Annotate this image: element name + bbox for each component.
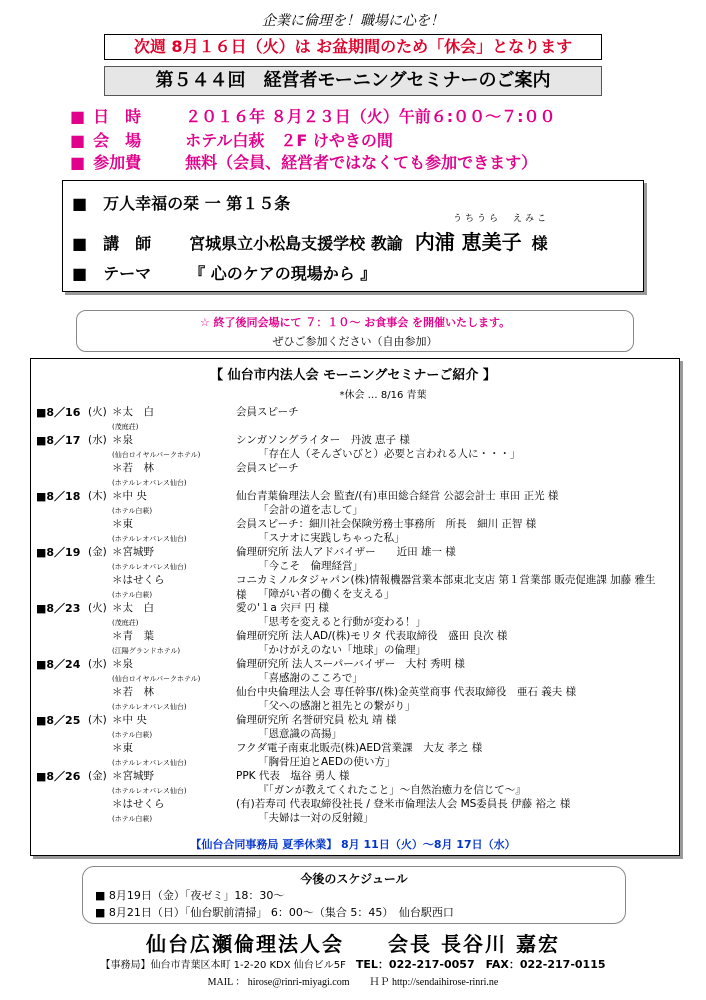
row-topic: 「存在人（そんざいびと）必要と言われる人に・・・」 [258, 448, 521, 460]
row-speaker: 愛の'１a 宍戸 円 様 [236, 602, 329, 614]
row-weekday: (木) [88, 490, 107, 502]
info-datetime: ■ 日 時 ２０１６年 ８月２３日（火）午前６:００～７:００ [70, 104, 556, 127]
row-date: ■8／18 [36, 490, 81, 503]
lecturer-ruby: うちうら えみこ [453, 214, 550, 224]
row-venue: ＊宮城野 [112, 546, 154, 558]
row-topic: 『「ガンが教えてくれたこと」～自然治癒力を信じて～』 [258, 784, 526, 796]
row-venue: ＊中 央 [112, 490, 147, 502]
row-topic: 「今こそ 倫理経営」 [258, 560, 363, 572]
row-date: ■8／19 [36, 546, 81, 559]
row-topic: 「胸骨圧迫とAEDの使い方」 [258, 756, 396, 768]
schedule-title: 【 仙台市内法人会 モーニングセミナーご紹介 】 [210, 368, 496, 383]
row-venue: ＊若 林 [112, 462, 154, 474]
row-hotel: (ホテル白萩) [112, 731, 153, 739]
row-speaker: PPK 代表 塩谷 勇人 様 [236, 770, 350, 782]
info-fee: ■ 参加費 無料（会員、経営者ではなくても参加できます） [70, 150, 537, 173]
row-hotel: (ホテルレオパレス仙台) [112, 787, 187, 795]
row-speaker: 仙台青葉倫理法人会 監査/(有)車田総合経営 公認会計士 車田 正光 様 [236, 490, 559, 502]
kotoba-label: 万人幸福の栞 一 第１５条 [103, 194, 291, 213]
row-venue: ＊宮城野 [112, 770, 154, 782]
dinner-line2: ぜひご参加ください（自由参加） [272, 335, 438, 348]
row-hotel: (ホテルレオパレス仙台) [112, 535, 187, 543]
theme-text: 『 心のケアの現場から 』 [189, 264, 377, 283]
dinner-line1: ☆ 終了後同会場にて ７：１０～ お食事会 を開催いたします。 [199, 316, 511, 329]
row-speaker: 会員スピーチ [236, 406, 299, 418]
row-weekday: (木) [88, 714, 107, 726]
info-label: 日 時 [93, 107, 142, 126]
row-weekday: (水) [88, 434, 107, 446]
row-speaker: 会員スピーチ：細川社会保険労務士事務所 所長 細川 正智 様 [236, 518, 537, 530]
seminar-item-kotoba: ■ 万人幸福の栞 一 第１５条 [72, 194, 291, 213]
row-date: ■8／26 [36, 770, 81, 783]
footer-address [0, 956, 706, 972]
row-venue: ＊泉 [112, 434, 133, 446]
info-label: 参加費 [93, 153, 142, 172]
row-speaker: 倫理研究所 名誉研究員 松丸 靖 様 [236, 714, 397, 726]
row-hotel: (仙台ロイヤルパークホテル) [112, 675, 201, 683]
row-hotel: (ホテルレオパレス仙台) [112, 759, 187, 767]
info-value: 無料（会員、経営者ではなくても参加できます） [185, 153, 538, 172]
lecturer-label: 講 師 [103, 234, 152, 253]
footer-mail: MAIL ： hirose@rinri-miyagi.com ＨＰ http://sendaihirose-rinri.ne [207, 977, 499, 988]
row-venue: ＊はせくら [112, 574, 165, 586]
holiday-notice: 次週 8月１６日（火）は お盆期間のため「休会」となります [104, 34, 602, 60]
lecturer-name: 内浦 恵美子 [414, 230, 522, 254]
row-venue: ＊はせくら [112, 798, 165, 810]
row-date: ■8／16 [36, 406, 81, 419]
row-venue: ＊東 [112, 518, 133, 530]
row-speaker: フクダ電子南東北販売(株)AED営業課 大友 孝之 様 [236, 742, 483, 754]
row-weekday: (水) [88, 658, 107, 670]
row-weekday: (金) [88, 770, 107, 782]
row-topic: 「かけがえのない「地球」の倫理」 [258, 644, 426, 656]
row-hotel: (茂庭荘) [112, 619, 139, 627]
row-venue: ＊泉 [112, 658, 133, 670]
row-weekday: (金) [88, 546, 107, 558]
row-venue: ＊東 [112, 742, 133, 754]
row-date: ■8／25 [36, 714, 81, 727]
info-value: ホテル白萩 ２F けやきの間 [185, 131, 393, 150]
row-weekday: (火) [88, 602, 107, 614]
seminar-item-theme: ■ テーマ 『 心のケアの現場から 』 [72, 261, 376, 284]
row-venue: ＊青 葉 [112, 630, 154, 642]
info-value: ２０１６年 ８月２３日（火）午前６:００～７:００ [185, 107, 556, 126]
page-title: 第５４４回 経営者モーニングセミナーのご案内 [104, 66, 602, 96]
info-venue: ■ 会 場 ホテル白萩 ２F けやきの間 [70, 128, 393, 151]
row-date: ■8／17 [36, 434, 81, 447]
dinner-box [76, 310, 634, 352]
row-hotel: (茂庭荘) [112, 423, 139, 431]
row-hotel: (ホテルレオパレス仙台) [112, 563, 187, 571]
row-topic: 「喜感謝のこころで」 [258, 672, 363, 684]
row-topic: 「父への感謝と祖先との繋がり」 [258, 700, 416, 712]
address-text: 【事務局】仙台市青葉区本町 1-2-20 KDX 仙台ビル5F [100, 960, 346, 971]
info-label: 会 場 [93, 131, 142, 150]
upcoming-item: ■ 8月19日（金）「夜ゼミ」18：30～ [95, 889, 285, 902]
tel-fax: TEL：022-217-0057 FAX：022-217-0115 [355, 958, 606, 971]
row-venue: ＊太 白 [112, 602, 154, 614]
footer-org: 仙台広瀬倫理法人会 会長 長谷川 嘉宏 [146, 932, 560, 956]
row-hotel: (ホテルレオパレス仙台) [112, 479, 187, 487]
row-speaker: シンガソングライター 丹波 恵子 様 [236, 434, 410, 446]
seminar-item-lecturer: ■ 講 師 宮城県立小松島支援学校 教諭 内浦 恵美子 様 [72, 230, 548, 254]
row-topic: 「夫婦は一対の反射鏡」 [258, 812, 374, 824]
upcoming-title: 今後のスケジュール [300, 872, 408, 886]
theme-label: テーマ [103, 264, 152, 283]
row-topic: 「恩意識の高揚」 [258, 728, 342, 740]
row-topic: 「障がい者の働くを支える」 [258, 588, 395, 600]
row-topic: 「スナオに実践しちゃった私」 [258, 532, 405, 544]
row-venue: ＊太 白 [112, 406, 154, 418]
row-hotel: (ホテル白萩) [112, 507, 153, 515]
row-venue: ＊若 林 [112, 686, 154, 698]
upcoming-box [82, 866, 626, 924]
upcoming-item: ■ 8月21日（日）「仙台駅前清掃」 6：00～（集合 5：45） 仙台駅西口 [95, 906, 454, 919]
row-topic: 「思考を変えると行動が変わる！」 [258, 616, 426, 628]
row-date: ■8／24 [36, 658, 81, 671]
row-speaker: 倫理研究所 法人スーパーバイザー 大村 秀明 様 [236, 658, 465, 670]
row-speaker: 会員スピーチ [236, 462, 299, 474]
lecturer-honorific: 様 [531, 234, 548, 253]
row-date: ■8／23 [36, 602, 81, 615]
row-hotel: (江陽グランドホテル) [112, 647, 181, 655]
row-weekday: (火) [88, 406, 107, 418]
row-hotel: (仙台ロイヤルパークホテル) [112, 451, 201, 459]
schedule-note: *休会 … 8/16 青葉 [339, 390, 427, 401]
row-venue: ＊中 央 [112, 714, 147, 726]
row-hotel: (ホテル白萩) [112, 815, 153, 823]
row-hotel: (ホテルレオパレス仙台) [112, 703, 187, 711]
office-holiday: 【仙台合同事務局 夏季休業】 8月 11日（火）～8月 17日（水） [190, 838, 516, 851]
row-speaker: (有)若寿司 代表取締役社長 / 登米市倫理法人会 MS委員長 伊藤 裕之 様 [236, 798, 571, 810]
row-speaker: 倫理研究所 法人AD/(株)モリタ 代表取締役 盛田 良次 様 [236, 630, 508, 642]
row-speaker: 仙台中央倫理法人会 専任幹事/(株)金英堂商事 代表取締役 亜石 義夫 様 [236, 686, 577, 698]
row-speaker: 倫理研究所 法人アドバイザー 近田 雄一 様 [236, 546, 456, 558]
lecturer-org: 宮城県立小松島支援学校 教諭 [189, 234, 403, 253]
slogan: 企業に倫理を！職場に心を！ [262, 13, 444, 29]
row-speaker: コニカミノルタジャパン(株)情報機器営業本部東北支店 第１営業部 販売促進課 加藤 雅生 様 [236, 574, 656, 601]
row-topic: 「会計の道を志して」 [258, 504, 363, 516]
row-hotel: (ホテル白萩) [112, 591, 153, 599]
